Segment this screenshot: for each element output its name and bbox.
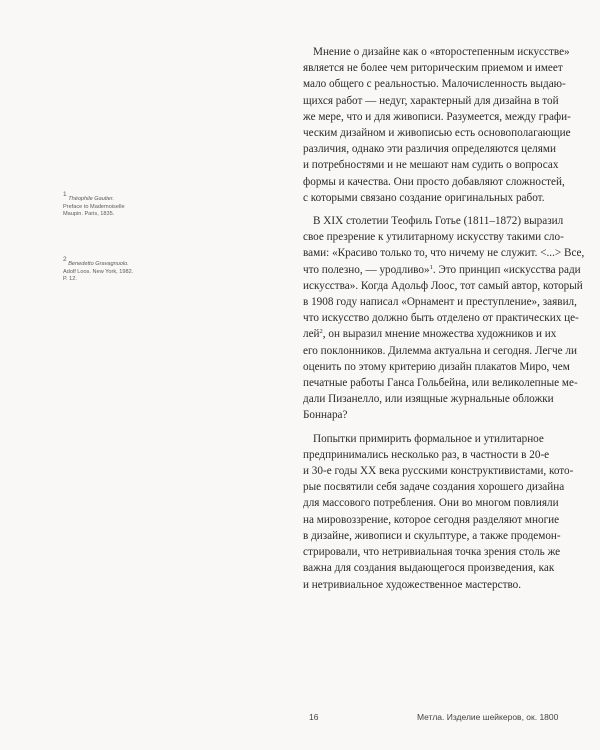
text-line: что искусство должно быть отделено от практических це- <box>303 312 579 325</box>
page-footer <box>0 712 600 726</box>
footnote-2 <box>63 256 158 284</box>
text-line: дали Пизанелло, или изящные журнальные обложки <box>303 393 554 406</box>
text-line: в дизайне, живописи и скульптуре, а также продемон- <box>303 529 561 542</box>
text-line: рые посвятили себя задаче создания хорошего дизайна <box>303 481 565 494</box>
page-number: 16 <box>309 712 319 722</box>
text-line: является не более чем риторическим приемом и имеет <box>303 62 563 75</box>
text-line: важна для создания выдающегося произведения, как <box>303 562 555 575</box>
text-line: вами: «Красиво только то, что ничему не служит. <...> Все, <box>303 247 585 260</box>
text-line: Мнение о дизайне как о «второстепенным искусстве» <box>313 46 570 58</box>
text-line: щихся работ — недуг, характерный для дизайна в той <box>303 94 559 107</box>
text-line: печатные работы Ганса Гольбейна, или великолепные ме- <box>303 377 578 390</box>
text-line: оценить по этому критерию дизайн плакатов Миро, чем <box>303 360 570 373</box>
text-line: в 1908 году написал «Орнамент и преступление», заявил, <box>303 296 577 309</box>
text-line: Боннара? <box>303 409 348 422</box>
text-line: на мировоззрение, которое сегодня разделяют многие <box>303 513 560 526</box>
paragraph-2 <box>303 213 585 424</box>
footnote-line: Maupin. Paris, 1835. <box>63 211 115 218</box>
text-line: Попытки примирить формальное и утилитарное <box>313 432 544 445</box>
text-line: его поклонников. Дилемма актуальна и сегодня. Легче ли <box>303 344 577 357</box>
text-line: и 30-е годы XX века русскими конструктивистами, кото- <box>303 465 574 478</box>
footnote-author-line <box>63 256 158 269</box>
footnote-line: Adolf Loos. New York, 1982. <box>63 268 134 275</box>
text-line: мало общего с реальностью. Малочисленность выдаю- <box>303 78 566 91</box>
footnote-number: 1 <box>63 191 67 198</box>
footnote-ref: 2 <box>319 328 323 336</box>
text-line: ческим дизайном и живописью есть основополагающие <box>303 127 571 140</box>
text-fragment: лей <box>303 328 320 341</box>
text-line: различия, однако эти различия определяются целями <box>303 143 556 156</box>
paragraph-1 <box>303 44 571 206</box>
text-line: В XIX столетии Теофиль Готье (1811–1872) выразил <box>313 215 564 228</box>
footnote-line: Preface to Mademoiselle <box>63 203 125 210</box>
text-fragment: , он выразил мнение множества художников и их <box>322 328 557 341</box>
footnote-1 <box>63 191 158 219</box>
text-line-with-ref <box>303 262 581 278</box>
text-line: свое презрение к утилитарному искусству такими сло- <box>303 231 564 244</box>
text-fragment: что полезно, — уродливо» <box>303 263 430 276</box>
text-line: же мере, что и для живописи. Разумеется, между графи- <box>303 110 571 123</box>
text-fragment: . Это принцип «искусства ради <box>432 263 581 276</box>
article-body <box>303 44 585 600</box>
paragraph-3 <box>303 431 574 593</box>
footnote-author-line <box>63 191 158 204</box>
text-line: для массового потребления. Они во многом повлияли <box>303 497 559 510</box>
footnote-author: Théophile Gautier. <box>68 196 114 202</box>
text-line: и нетривиальное художественное мастерство. <box>303 578 522 591</box>
text-line: с которыми связано создание оригинальных работ. <box>303 191 545 204</box>
text-line: предпринимались несколько раз, в частности в 20-е <box>303 448 550 461</box>
footnote-ref: 1 <box>429 263 433 271</box>
text-line: и потребностями и не мешают нам судить о вопросах <box>303 159 559 172</box>
footnote-number: 2 <box>63 256 67 263</box>
text-line-with-ref <box>303 326 565 342</box>
text-line: стрировали, что нетривиальная точка зрения столь же <box>303 546 561 559</box>
text-line: искусства». Когда Адольф Лоос, тот самый автор, который <box>303 279 583 292</box>
footnote-line: P. 12. <box>63 276 77 283</box>
footnote-author: Benedetto Gravagnuolo. <box>68 261 129 267</box>
text-line: формы и качества. Они просто добавляют сложностей, <box>303 175 565 188</box>
image-caption: Метла. Изделие шейкеров, ок. 1800 <box>417 712 559 722</box>
